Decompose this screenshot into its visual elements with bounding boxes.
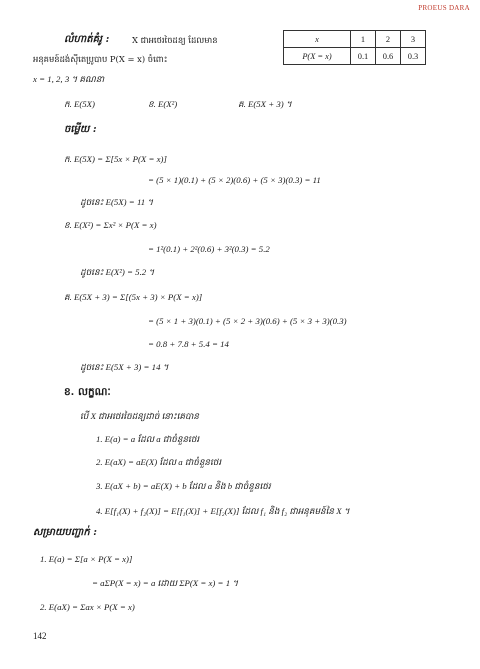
property-item: 1. E(a) = a ដែល a ជាចំនួនថេរ bbox=[96, 434, 200, 444]
problem-label: លំហាត់គំរូ : bbox=[64, 34, 110, 45]
table-cell: 0.1 bbox=[351, 48, 376, 65]
solution-a-line1: ក. E(5X) = Σ[5x × P(X = x)] bbox=[64, 154, 167, 164]
solution-a-line3: ដូចនេះ E(5X) = 11 ។ bbox=[80, 197, 154, 207]
solution-c-line4: ដូចនេះ E(5X + 3) = 14 ។ bbox=[80, 362, 169, 372]
problem-line1: X ជាអថេរចៃដន្យ ដែលមាន bbox=[132, 35, 218, 45]
solution-b-line2: = 1²(0.1) + 2²(0.6) + 3²(0.3) = 5.2 bbox=[148, 244, 270, 254]
properties-title: ខ. លក្ខណៈ bbox=[64, 386, 111, 398]
solution-b-line1: ខ. E(X²) = Σx² × P(X = x) bbox=[64, 220, 157, 230]
properties-intro: បើ X ជាអថេរចៃដន្យដាច់ នោះគេបាន bbox=[80, 411, 199, 421]
property-item: 4. E[f₁(X) + f₂(X)] = E[f₁(X)] + E[f₂(X)] ដែល f₁ និង f₂ ជាអនុគមន៍នៃ X ។ bbox=[96, 506, 350, 516]
property-item: 2. E(aX) = aE(X) ដែល a ជាចំនួនថេរ bbox=[96, 457, 222, 467]
solution-label: ចម្លើយ : bbox=[64, 124, 97, 135]
property-item: 3. E(aX + b) = aE(X) + b ដែល a និង b ជាចំនួនថេរ bbox=[96, 481, 271, 491]
table-row bbox=[284, 48, 426, 65]
solution-c-line2: = (5 × 1 + 3)(0.1) + (5 × 2 + 3)(0.6) + (5 × 3 + 3)(0.3) bbox=[148, 316, 347, 326]
table-cell: 1 bbox=[351, 31, 376, 48]
proof-line1: 1. E(a) = Σ[a × P(X = x)] bbox=[40, 554, 133, 564]
solution-b-line3: ដូចនេះ E(X²) = 5.2 ។ bbox=[80, 267, 155, 277]
table-row bbox=[284, 31, 426, 48]
proof-label: សម្រាយបញ្ជាក់ : bbox=[33, 527, 97, 538]
question-b: ខ. E(X²) bbox=[148, 99, 178, 109]
header-author: PROEUS DARA bbox=[418, 4, 470, 12]
table-cell: P(X = x) bbox=[284, 48, 351, 65]
question-a: ក. E(5X) bbox=[64, 99, 95, 109]
problem-line2: អនុគមន៍ដង់ស៊ីតេប្រូបាប P(X = x) ចំពោះ bbox=[33, 54, 168, 64]
table-cell: 2 bbox=[376, 31, 401, 48]
distribution-table bbox=[283, 30, 426, 65]
question-c: គ. E(5X + 3) ។ bbox=[238, 99, 292, 109]
table-cell: 0.3 bbox=[401, 48, 426, 65]
page-number: 142 bbox=[33, 631, 47, 641]
solution-c-line1: គ. E(5X + 3) = Σ[(5x + 3) × P(X = x)] bbox=[64, 292, 203, 302]
proof-line2: = aΣP(X = x) = a ដោយ ΣP(X = x) = 1 ។ bbox=[92, 578, 239, 588]
problem-line3: x = 1, 2, 3 ។ គណនា bbox=[33, 74, 105, 84]
table-cell: x bbox=[284, 31, 351, 48]
proof-line3: 2. E(aX) = Σax × P(X = x) bbox=[40, 602, 135, 612]
solution-a-line2: = (5 × 1)(0.1) + (5 × 2)(0.6) + (5 × 3)(0.3) = 11 bbox=[148, 175, 321, 185]
solution-c-line3: = 0.8 + 7.8 + 5.4 = 14 bbox=[148, 339, 229, 349]
table-cell: 3 bbox=[401, 31, 426, 48]
table-cell: 0.6 bbox=[376, 48, 401, 65]
